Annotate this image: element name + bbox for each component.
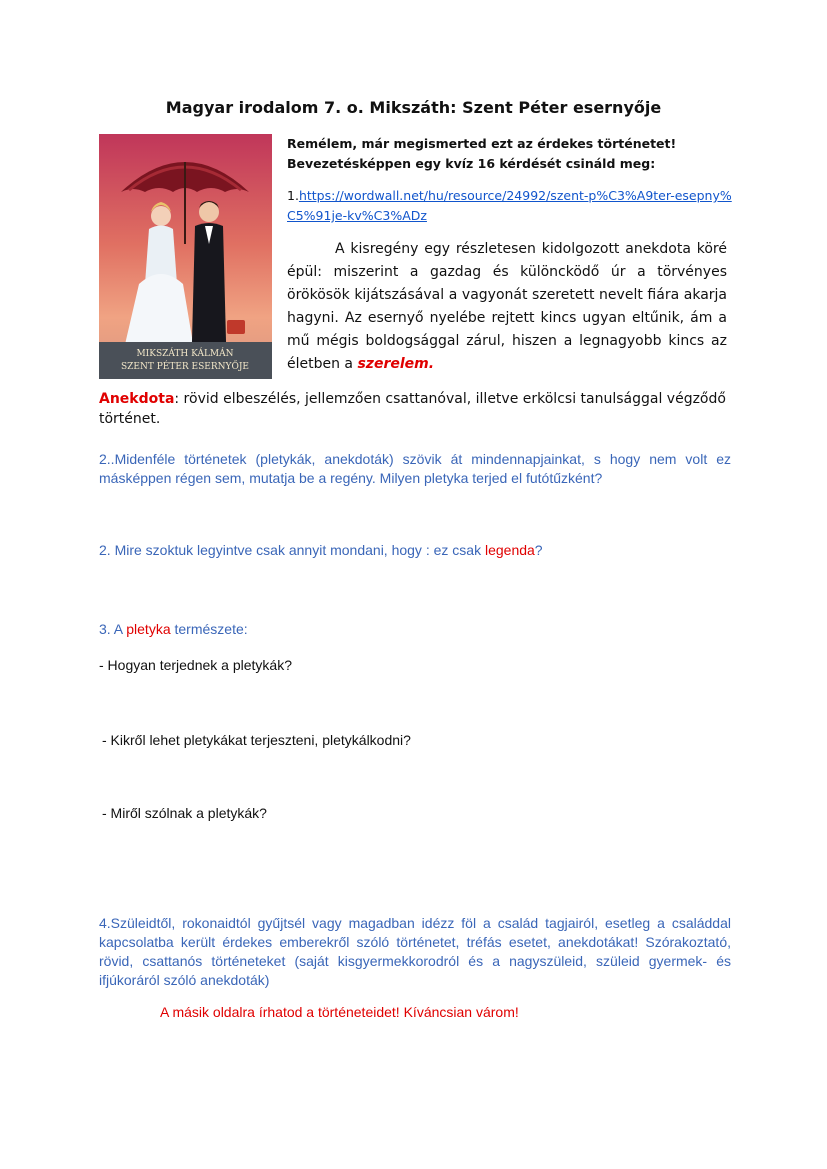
sub-question-who: - Kikről lehet pletykákat terjeszteni, pletykálkodni? — [102, 732, 411, 748]
cover-title: SZENT PÉTER ESERNYŐJE — [120, 362, 250, 372]
question-3-after: természete: — [170, 621, 248, 637]
page-title: Magyar irodalom 7. o. Mikszáth: Szent Péter esernyője — [165, 98, 662, 117]
question-2b — [99, 541, 731, 560]
closing-note: A másik oldalra írhatod a történeteidet! Kíváncsian várom! — [160, 1004, 519, 1020]
summary-text: A kisregény egy részletesen kidolgozott anekdota köré épül: miszerint a gazdag és különcködő úr a törvényes örökösök kijátszásával a vagyonát szeretett nevelt fiára akarja hagyni. Az esernyő nyelébe rejtett kincs ugyan eltűnik, ám a mű mégis boldogsággal zárul, hiszen a legnagyobb kincs az életben a — [287, 241, 727, 372]
question-2a: 2..Midenféle történetek (pletykák, anekdoták) szövik át mindennapjainkat, s hogy nem volt ez másképpen régen sem, mutatja be a regény. Milyen pletyka terjed el futótűzként? — [99, 451, 731, 486]
quiz-link-number: 1. — [287, 188, 299, 203]
question-2b-highlight: legenda — [484, 542, 535, 558]
summary-highlight: szerelem. — [357, 356, 435, 372]
definition-text: : rövid elbeszélés, jellemzően csattanóval, illetve erkölcsi tanulsággal végződő történet. — [99, 391, 726, 427]
question-3-highlight: pletyka — [126, 621, 171, 637]
question-4: 4.Szüleidtől, rokonaidtól gyűjtsél vagy magadban idézz föl a család tagjairól, esetleg a családdal kapcsolatba került érdekes emberekről szóló történetet, tréfás esetet, anekdotákat! Szórakoztató, rövid, csattanós történeteket (saját kisgyermekkorodról és a nagyszüleid, szüleid gyermek- és ifjúkoráról szóló anekdoták) — [99, 915, 731, 988]
sub-question-how: - Hogyan terjednek a pletykák? — [99, 657, 292, 673]
question-3 — [99, 620, 731, 639]
intro-line-2: Bevezetésképpen egy kvíz 16 kérdését csináld meg: — [287, 156, 656, 171]
cover-author: MIKSZÁTH KÁLMÁN — [136, 349, 234, 359]
summary-paragraph — [287, 238, 727, 376]
question-2b-after: ? — [534, 542, 543, 558]
quiz-link-line — [287, 186, 732, 226]
intro-text — [287, 134, 732, 174]
intro-line-1: Remélem, már megismerted ezt az érdekes történetet! — [287, 136, 677, 151]
book-cover-image — [99, 134, 272, 379]
sub-question-what: - Miről szólnak a pletykák? — [102, 805, 267, 821]
definition-term: Anekdota — [99, 391, 175, 407]
question-2b-before: 2. Mire szoktuk legyintve csak annyit mondani, hogy : ez csak — [99, 542, 485, 558]
book-cover-illustration — [99, 134, 272, 379]
definition — [99, 389, 729, 429]
question-3-before: 3. A — [99, 621, 127, 637]
quiz-link[interactable]: https://wordwall.net/hu/resource/24992/szent-p%C3%A9ter-esерny%C5%91je-kv%C3%ADz — [287, 188, 732, 223]
